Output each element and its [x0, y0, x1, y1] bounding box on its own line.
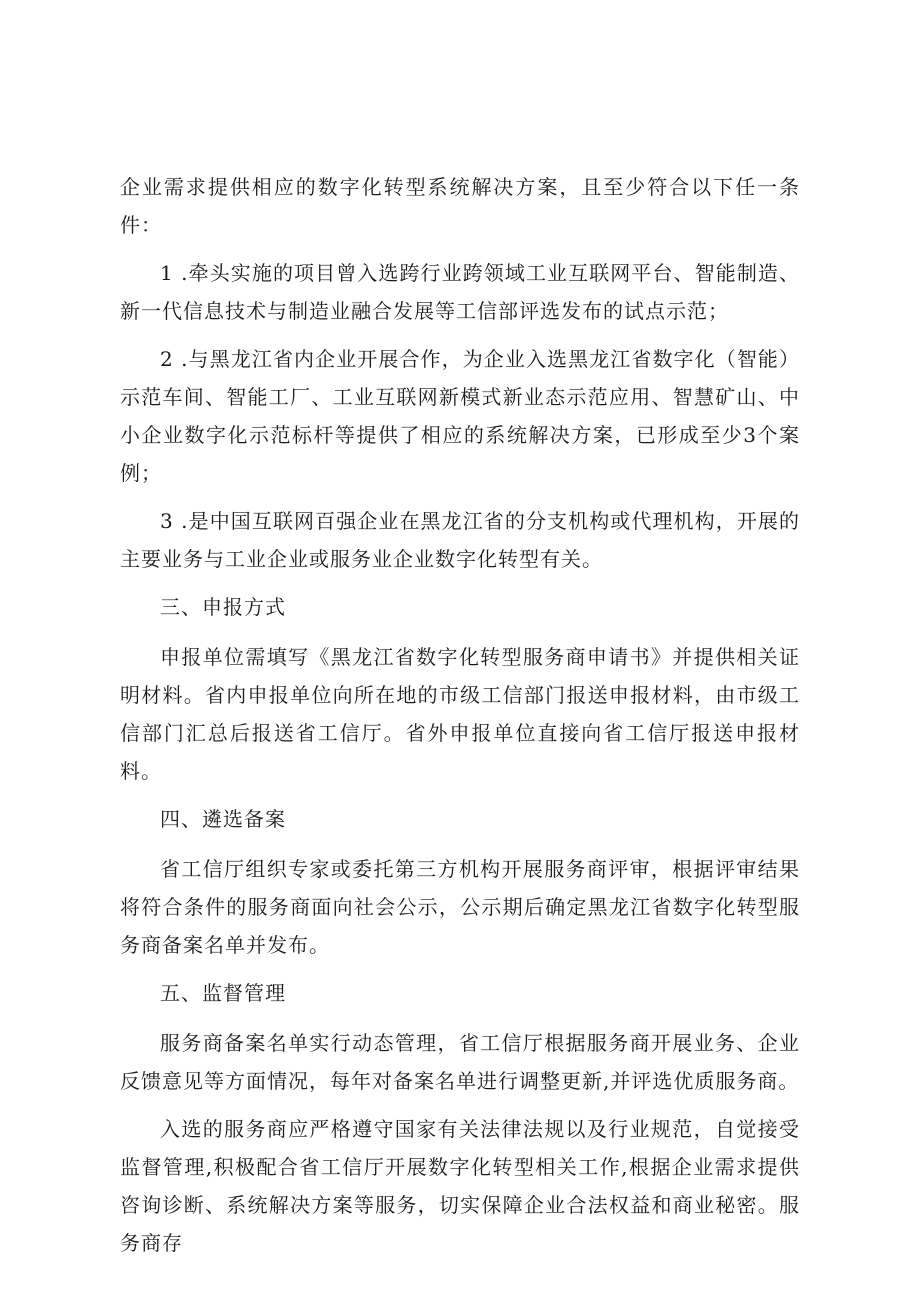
- section-heading-supervision: 五、监督管理: [160, 981, 286, 1005]
- paragraph-condition-3: 3 .是中国互联网百强企业在黑龙江省的分支机构或代理机构，开展的主要业务与工业企业或服务业企业数字化转型有关。: [120, 509, 800, 571]
- section-heading-selection-filing: 四、遴选备案: [160, 807, 286, 831]
- paragraph-conditions-intro: 企业需求提供相应的数字化转型系统解决方案，且至少符合以下任一条件：: [120, 175, 800, 237]
- paragraph-selection-filing: 省工信厅组织专家或委托第三方机构开展服务商评审，根据评审结果将符合条件的服务商面向社会公示，公示期后确定黑龙江省数字化转型服务商备案名单并发布。: [120, 857, 800, 957]
- paragraph-condition-2: 2 .与黑龙江省内企业开展合作，为企业入选黑龙江省数字化（智能）示范车间、智能工厂、工业互联网新模式新业态示范应用、智慧矿山、中小企业数字化示范标杆等提供了相应的系统解决方案，已形成至少3个案例；: [120, 347, 800, 485]
- paragraph-application-method: 申报单位需填写《黑龙江省数字化转型服务商申请书》并提供相关证明材料。省内申报单位向所在地的市级工信部门报送申报材料，由市级工信部门汇总后报送省工信厅。省外申报单位直接向省工信厅报送申报材料。: [120, 645, 800, 783]
- paragraph-condition-1: 1 .牵头实施的项目曾入选跨行业跨领域工业互联网平台、智能制造、新一代信息技术与制造业融合发展等工信部评选发布的试点示范；: [120, 261, 800, 323]
- document-body: [120, 168, 800, 1272]
- paragraph-supervision-1: 服务商备案名单实行动态管理，省工信厅根据服务商开展业务、企业反馈意见等方面情况，每年对备案名单进行调整更新,并评选优质服务商。: [120, 1031, 800, 1093]
- paragraph-supervision-2: 入选的服务商应严格遵守国家有关法律法规以及行业规范，自觉接受监督管理,积极配合省工信厅开展数字化转型相关工作,根据企业需求提供咨询诊断、系统解决方案等服务，切实保障企业合法权益和商业秘密。服务商存: [120, 1117, 800, 1255]
- section-heading-application-method: 三、申报方式: [160, 595, 286, 619]
